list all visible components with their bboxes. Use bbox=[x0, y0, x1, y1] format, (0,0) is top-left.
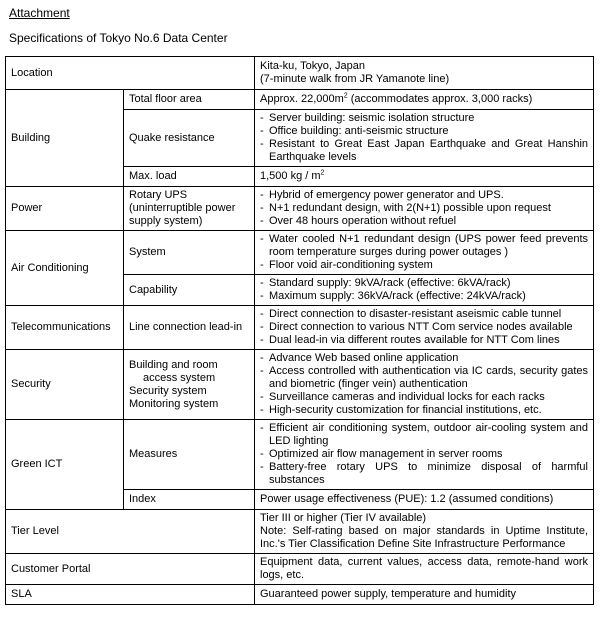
floor-area-value bbox=[255, 90, 594, 110]
security-sub-line: Building and room bbox=[129, 358, 218, 371]
table-row-tier-level bbox=[6, 510, 594, 554]
floor-area-number: Approx. 22,000m bbox=[260, 93, 344, 105]
air-capability-list bbox=[260, 277, 588, 303]
row-label-air-conditioning: Air Conditioning bbox=[6, 231, 124, 306]
index-value: Power usage effectiveness (PUE): 1.2 (assumed conditions) bbox=[255, 490, 594, 510]
row-label-location: Location bbox=[6, 57, 255, 90]
list-item: - Standard supply: 9kVA/rack (effective: 6kVA/rack) bbox=[260, 277, 588, 290]
list-item: - High-security customization for financial institutions, etc. bbox=[260, 404, 588, 417]
list-item: - Advance Web based online application bbox=[260, 352, 588, 365]
location-line-2: (7-minute walk from JR Yamanote line) bbox=[260, 73, 450, 85]
quake-resistance-label: Quake resistance bbox=[124, 110, 255, 167]
row-label-green-ict: Green ICT bbox=[6, 420, 124, 510]
table-row-green-measures bbox=[6, 420, 594, 490]
measures-label: Measures bbox=[124, 420, 255, 490]
air-capability-value bbox=[255, 275, 594, 306]
max-load-superscript: 2 bbox=[320, 169, 325, 177]
security-value bbox=[255, 350, 594, 420]
quake-resistance-value bbox=[255, 110, 594, 167]
air-system-label: System bbox=[124, 231, 255, 275]
list-item: - Office building: anti-seismic structure bbox=[260, 125, 588, 138]
max-load-value bbox=[255, 167, 594, 187]
table-row-location bbox=[6, 57, 594, 90]
location-value bbox=[255, 57, 594, 90]
table-row-air-system bbox=[6, 231, 594, 275]
line-connection-label: Line connection lead-in bbox=[124, 306, 255, 350]
floor-area-rack-note: (accommodates approx. 3,000 racks) bbox=[347, 93, 533, 105]
list-item: - N+1 redundant design, with 2(N+1) possible upon request bbox=[260, 202, 588, 215]
list-item: - Dual lead-in via different routes available for NTT Com lines bbox=[260, 334, 588, 347]
index-label: Index bbox=[124, 490, 255, 510]
rotary-ups-label: Rotary UPS (uninterruptible power supply system) bbox=[124, 187, 255, 231]
security-sub-line: Security system bbox=[129, 384, 207, 397]
telecommunications-list bbox=[260, 308, 588, 347]
row-label-customer-portal: Customer Portal bbox=[6, 554, 255, 585]
air-system-value bbox=[255, 231, 594, 275]
table-row-building-floor bbox=[6, 90, 594, 110]
floor-area-label: Total floor area bbox=[124, 90, 255, 110]
list-item: - Efficient air conditioning system, outdoor air-cooling system and LED lighting bbox=[260, 422, 588, 448]
row-label-security: Security bbox=[6, 350, 124, 420]
floor-area-superscript: 2 bbox=[343, 92, 348, 100]
sla-value: Guaranteed power supply, temperature and humidity bbox=[255, 585, 594, 605]
tier-level-value bbox=[255, 510, 594, 554]
power-list bbox=[260, 189, 588, 228]
row-label-building: Building bbox=[6, 90, 124, 187]
list-item: - Water cooled N+1 redundant design (UPS power feed prevents room temperature surges during power outages ) bbox=[260, 233, 588, 259]
tier-level-note: Note: Self-rating based on major standards in Uptime Institute, Inc.'s Tier Classification Define Site Infrastructure Performance bbox=[260, 525, 588, 550]
specifications-table bbox=[5, 56, 594, 605]
list-item: - Optimized air flow management in server rooms bbox=[260, 448, 588, 461]
list-item: - Battery-free rotary UPS to minimize disposal of harmful substances bbox=[260, 461, 588, 487]
list-item: - Maximum supply: 36kVA/rack (effective: 24kVA/rack) bbox=[260, 290, 588, 303]
document-subtitle: Specifications of Tokyo No.6 Data Center bbox=[9, 31, 228, 45]
row-label-power: Power bbox=[6, 187, 124, 231]
security-list bbox=[260, 352, 588, 417]
telecommunications-value bbox=[255, 306, 594, 350]
list-item: - Direct connection to various NTT Com service nodes available bbox=[260, 321, 588, 334]
max-load-label: Max. load bbox=[124, 167, 255, 187]
row-label-telecommunications: Telecommunications bbox=[6, 306, 124, 350]
table-row-security bbox=[6, 350, 594, 420]
security-sub-line: access system bbox=[143, 371, 216, 384]
location-line-1: Kita-ku, Tokyo, Japan bbox=[260, 60, 365, 72]
list-item: - Surveillance cameras and individual locks for each racks bbox=[260, 391, 588, 404]
tier-level-line-1: Tier III or higher (Tier IV available) bbox=[260, 512, 427, 524]
table-row-customer-portal bbox=[6, 554, 594, 585]
table-row-sla bbox=[6, 585, 594, 605]
measures-list bbox=[260, 422, 588, 487]
air-capability-label: Capability bbox=[124, 275, 255, 306]
list-item: - Over 48 hours operation without refuel bbox=[260, 215, 588, 228]
list-item: - Resistant to Great East Japan Earthquake and Great Hanshin Earthquake levels bbox=[260, 138, 588, 164]
list-item: - Direct connection to disaster-resistant aseismic cable tunnel bbox=[260, 308, 588, 321]
list-item: - Access controlled with authentication via IC cards, security gates and biometric (finger vein) authentication bbox=[260, 365, 588, 391]
row-label-sla: SLA bbox=[6, 585, 255, 605]
customer-portal-value: Equipment data, current values, access data, remote-hand work logs, etc. bbox=[255, 554, 594, 585]
max-load-number: 1,500 kg / m bbox=[260, 170, 321, 182]
list-item: - Hybrid of emergency power generator and UPS. bbox=[260, 189, 588, 202]
security-sub-line: Monitoring system bbox=[129, 397, 219, 410]
measures-value bbox=[255, 420, 594, 490]
attachment-heading: Attachment bbox=[9, 6, 70, 20]
table-row-power bbox=[6, 187, 594, 231]
table-row-telecommunications bbox=[6, 306, 594, 350]
air-system-list bbox=[260, 233, 588, 272]
quake-resistance-list bbox=[260, 112, 588, 164]
security-systems-label bbox=[124, 350, 255, 420]
list-item: - Server building: seismic isolation structure bbox=[260, 112, 588, 125]
row-label-tier-level: Tier Level bbox=[6, 510, 255, 554]
power-value bbox=[255, 187, 594, 231]
list-item: - Floor void air-conditioning system bbox=[260, 259, 588, 272]
